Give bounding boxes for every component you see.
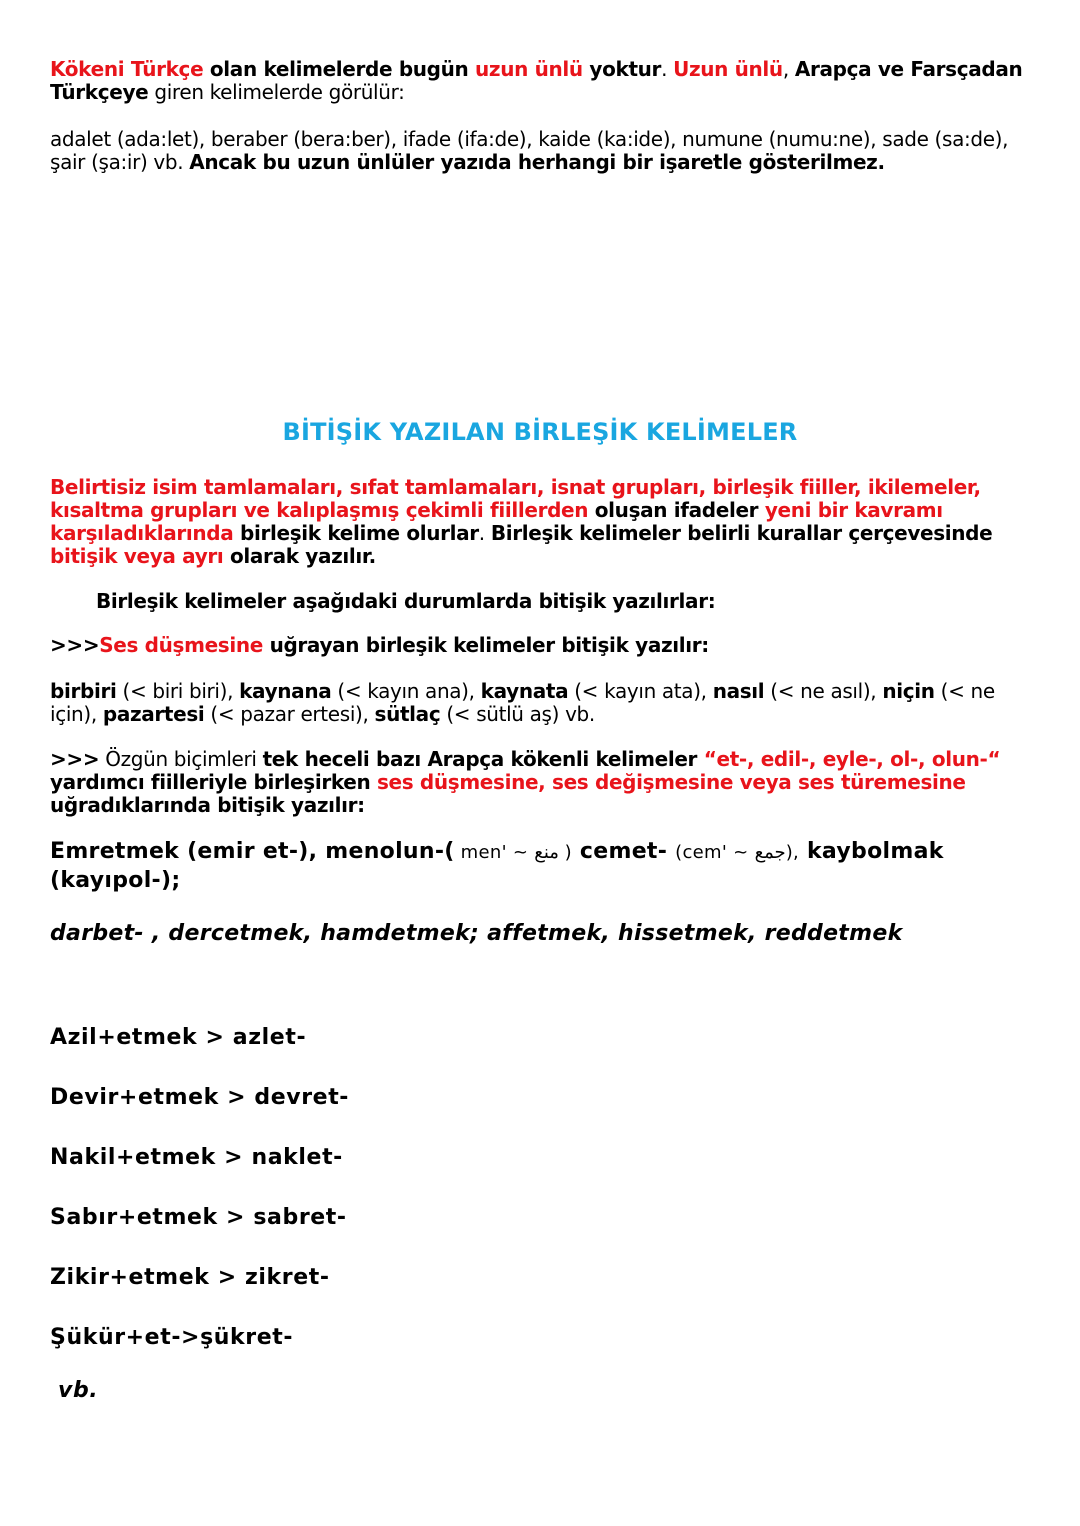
text-bold: cemet- <box>571 839 676 864</box>
subheading: Birleşik kelimeler aşağıdaki durumlarda bitişik yazılırlar: <box>96 589 716 613</box>
example-gloss: (< ne asıl), <box>764 679 883 703</box>
text-bold: Ancak bu uzun ünlüler yazıda herhangi bir işaretle gösterilmez. <box>189 150 885 174</box>
text-bold: yardımcı fiilleriyle birleşirken <box>50 770 377 794</box>
example-gloss: (< kayın ana), <box>331 679 481 703</box>
text-red: Ses düşmesine <box>99 633 263 657</box>
paragraph-long-vowels <box>50 58 1035 104</box>
text-bold: Emretmek (emir et-), menolun-( <box>50 839 455 864</box>
example-word: niçin <box>882 679 935 703</box>
arrow-marker: >>> <box>50 747 100 771</box>
rule-arabic-words <box>50 748 1035 817</box>
text-bold: oluşan ifadeler <box>588 498 765 522</box>
text-red: uzun ünlü <box>475 57 583 81</box>
arrow-marker: >>> <box>50 633 100 657</box>
list-item: Nakil+etmek > naklet- <box>50 1145 343 1170</box>
text-bold: Arapça ve Farsçadan Türkçeye <box>50 57 1023 104</box>
text-plain: (cem' ~ <box>675 842 755 863</box>
paragraph-long-vowel-examples <box>50 128 1035 174</box>
example-word: birbiri <box>50 679 117 703</box>
list-item: Şükür+et->şükret- <box>50 1325 294 1350</box>
text-plain: giren kelimelerde görülür: <box>148 80 405 104</box>
text-plain: , <box>782 57 795 81</box>
text-bold: uğrayan birleşik kelimeler bitişik yazılır: <box>262 633 709 657</box>
text-plain: . <box>478 521 491 545</box>
example-word: sütlaç <box>374 702 441 726</box>
example-word: pazartesi <box>102 702 205 726</box>
example-gloss: (< kayın ata), <box>568 679 713 703</box>
text-plain: ) <box>558 842 572 863</box>
example-gloss: (< pazar ertesi), <box>204 702 375 726</box>
text-red: “et-, edil-, eyle-, ol-, olun-“ <box>703 747 1001 771</box>
text-plain: . <box>661 57 674 81</box>
text-bold: yoktur <box>582 57 662 81</box>
examples-italic: darbet- , dercetmek, hamdetmek; affetmek, hissetmek, reddetmek <box>50 921 903 946</box>
arabic-text: منع <box>534 842 559 863</box>
text-red: Uzun ünlü <box>673 57 783 81</box>
text-red: yeni bir kavramı karşıladıklarında <box>50 498 943 545</box>
rule-sound-drop <box>50 634 709 657</box>
example-gloss: (< sütlü aş) vb. <box>440 702 595 726</box>
text-bold: birleşik kelime olurlar <box>233 521 479 545</box>
text-bold: tek heceli bazı Arapça kökenli kelimeler <box>262 747 704 771</box>
arabic-text: جمع <box>754 842 786 863</box>
example-word: kaynana <box>239 679 332 703</box>
examples-arabic <box>50 838 1035 895</box>
examples-sound-drop <box>50 680 1035 726</box>
text-bold: olarak yazılır. <box>223 544 376 568</box>
text-red: Belirtisiz isim tamlamaları, sıfat tamlamaları, isnat grupları, birleşik fiiller, ikilemeler, kısaltma grupları ve kalıplaşmış çekimli fiillerden <box>50 475 981 522</box>
text-bold: Birleşik kelimeler belirli kurallar çerçevesinde <box>490 521 993 545</box>
section-heading: BİTİŞİK YAZILAN BİRLEŞİK KELİMELER <box>282 418 798 446</box>
text-bold: kaybolmak (kayıpol-); <box>50 839 944 893</box>
list-item: Zikir+etmek > zikret- <box>50 1265 330 1290</box>
text-red: Kökeni Türkçe <box>50 57 204 81</box>
text-red: bitişik veya ayrı <box>50 544 224 568</box>
text-bold: uğradıklarında bitişik yazılır: <box>50 793 365 817</box>
example-gloss: (< biri biri), <box>116 679 240 703</box>
example-word: kaynata <box>480 679 569 703</box>
text-red: ses düşmesine, ses değişmesine veya ses türemesine <box>376 770 966 794</box>
list-item: Devir+etmek > devret- <box>50 1085 350 1110</box>
text-plain: ), <box>785 842 800 863</box>
vb-label: vb. <box>58 1378 99 1403</box>
list-item: Azil+etmek > azlet- <box>50 1025 307 1050</box>
text-plain: Özgün biçimleri <box>99 747 263 771</box>
example-word: nasıl <box>712 679 765 703</box>
text-bold: olan kelimelerde bugün <box>203 57 476 81</box>
text-plain: men' ~ <box>454 842 535 863</box>
text-plain: adalet (ada:let), beraber (bera:ber), ifade (ifa:de), kaide (ka:ide), numune (numu:ne), sade (sa:de), şair (şa:ir) vb. <box>50 127 1009 174</box>
paragraph-intro <box>50 476 1035 568</box>
list-item: Sabır+etmek > sabret- <box>50 1205 347 1230</box>
example-gloss: (< ne için), <box>50 679 995 726</box>
